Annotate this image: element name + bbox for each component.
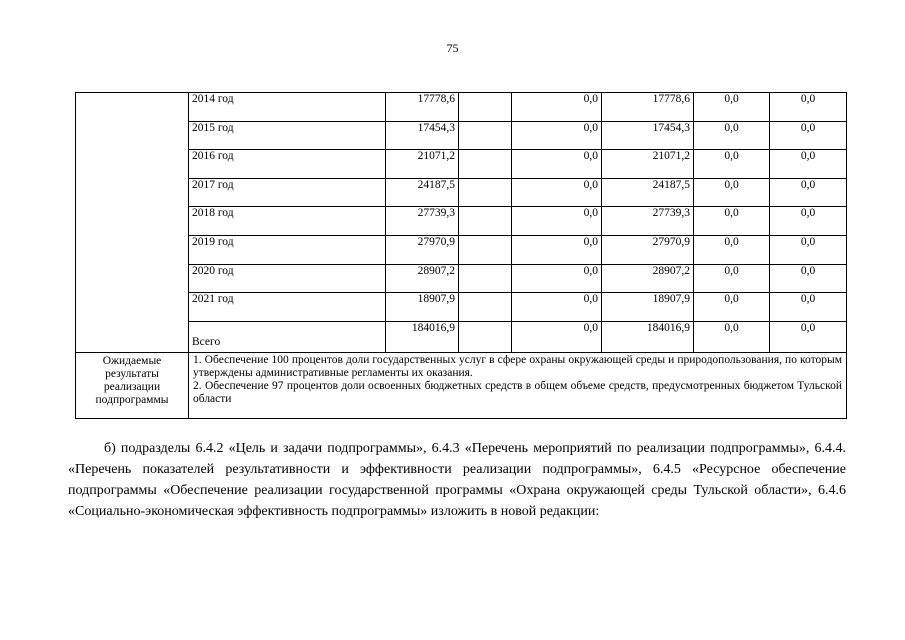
year-cell: 2015 год — [189, 121, 386, 150]
amount-cell: 0,0 — [694, 121, 770, 150]
amount-cell: 17454,3 — [602, 121, 694, 150]
year-cell: 2018 год — [189, 207, 386, 236]
amount-cell: 27739,3 — [602, 207, 694, 236]
amendment-paragraph: б) подразделы 6.4.2 «Цель и задачи подпрограммы», 6.4.3 «Перечень мероприятий по реализации подпрограммы», 6.4.4. «Перечень показателей результативности и эффективности реализации подпрограммы», 6.4.5 «Ресурсное обеспечение подпрограммы «Обеспечение реализации государственной программы «Охрана окружающей среды Тульской области», 6.4.6 «Социально-экономическая эффективность подпрограммы» изложить в новой редакции: — [68, 441, 846, 519]
amount-cell: 0,0 — [770, 235, 847, 264]
amount-cell: 0,0 — [770, 121, 847, 150]
amount-cell: 0,0 — [770, 264, 847, 293]
amount-cell: 0,0 — [770, 93, 847, 122]
financing-table-body — [76, 93, 847, 419]
amount-cell: 21071,2 — [386, 150, 459, 179]
amount-cell: 0,0 — [694, 321, 770, 353]
empty-cell — [459, 264, 512, 293]
expected-results-text — [189, 353, 847, 419]
empty-cell — [459, 93, 512, 122]
table-row — [76, 178, 847, 207]
amount-cell: 0,0 — [512, 235, 602, 264]
amount-cell: 27970,9 — [602, 235, 694, 264]
amount-cell: 17454,3 — [386, 121, 459, 150]
amount-cell: 0,0 — [694, 235, 770, 264]
amount-cell: 17778,6 — [386, 93, 459, 122]
amount-cell: 0,0 — [512, 178, 602, 207]
amount-cell: 0,0 — [770, 207, 847, 236]
amount-cell: 0,0 — [694, 178, 770, 207]
amount-cell: 18907,9 — [602, 293, 694, 322]
expected-result-item-1: 1. Обеспечение 100 процентов доли государственных услуг в сфере охраны окружающей среды и природопользования, по которым утверждены административные регламенты их оказания. — [193, 354, 842, 380]
amount-cell: 0,0 — [770, 293, 847, 322]
total-label-cell: Всего — [189, 321, 386, 353]
amount-cell: 0,0 — [512, 264, 602, 293]
year-cell: 2020 год — [189, 264, 386, 293]
expected-results-row — [76, 353, 847, 419]
empty-label-cell — [76, 93, 189, 353]
table-row — [76, 235, 847, 264]
amount-cell: 0,0 — [770, 178, 847, 207]
empty-cell — [459, 321, 512, 353]
amount-cell: 17778,6 — [602, 93, 694, 122]
amount-cell: 0,0 — [694, 293, 770, 322]
table-row — [76, 207, 847, 236]
amount-cell: 24187,5 — [386, 178, 459, 207]
amount-cell: 28907,2 — [386, 264, 459, 293]
amount-cell: 0,0 — [694, 150, 770, 179]
empty-cell — [459, 207, 512, 236]
year-cell: 2017 год — [189, 178, 386, 207]
amount-cell: 24187,5 — [602, 178, 694, 207]
amount-cell: 0,0 — [694, 264, 770, 293]
total-row — [76, 321, 847, 353]
amount-cell: 184016,9 — [386, 321, 459, 353]
empty-cell — [459, 293, 512, 322]
expected-result-item-2: 2. Обеспечение 97 процентов доли освоенных бюджетных средств в общем объеме средств, предусмотренных бюджетом Тульской области — [193, 380, 842, 406]
amount-cell: 0,0 — [512, 321, 602, 353]
amount-cell: 0,0 — [512, 207, 602, 236]
amount-cell: 0,0 — [694, 93, 770, 122]
table-row — [76, 150, 847, 179]
amount-cell: 28907,2 — [602, 264, 694, 293]
financing-table — [75, 92, 847, 419]
amount-cell: 0,0 — [770, 321, 847, 353]
year-cell: 2016 год — [189, 150, 386, 179]
empty-cell — [459, 150, 512, 179]
amount-cell: 18907,9 — [386, 293, 459, 322]
amount-cell: 0,0 — [512, 93, 602, 122]
year-cell: 2021 год — [189, 293, 386, 322]
page-number: 75 — [446, 41, 459, 55]
table-row — [76, 293, 847, 322]
amount-cell: 184016,9 — [602, 321, 694, 353]
table-row — [76, 121, 847, 150]
amount-cell: 0,0 — [512, 293, 602, 322]
year-cell: 2019 год — [189, 235, 386, 264]
amount-cell: 0,0 — [694, 207, 770, 236]
amount-cell: 0,0 — [512, 121, 602, 150]
amount-cell: 27739,3 — [386, 207, 459, 236]
empty-cell — [459, 178, 512, 207]
amount-cell: 21071,2 — [602, 150, 694, 179]
year-cell: 2014 год — [189, 93, 386, 122]
empty-cell — [459, 121, 512, 150]
expected-results-label: Ожидаемые результаты реализации подпрограммы — [76, 353, 189, 419]
table-row — [76, 264, 847, 293]
amount-cell: 0,0 — [770, 150, 847, 179]
empty-cell — [459, 235, 512, 264]
table-row — [76, 93, 847, 122]
amount-cell: 27970,9 — [386, 235, 459, 264]
amount-cell: 0,0 — [512, 150, 602, 179]
